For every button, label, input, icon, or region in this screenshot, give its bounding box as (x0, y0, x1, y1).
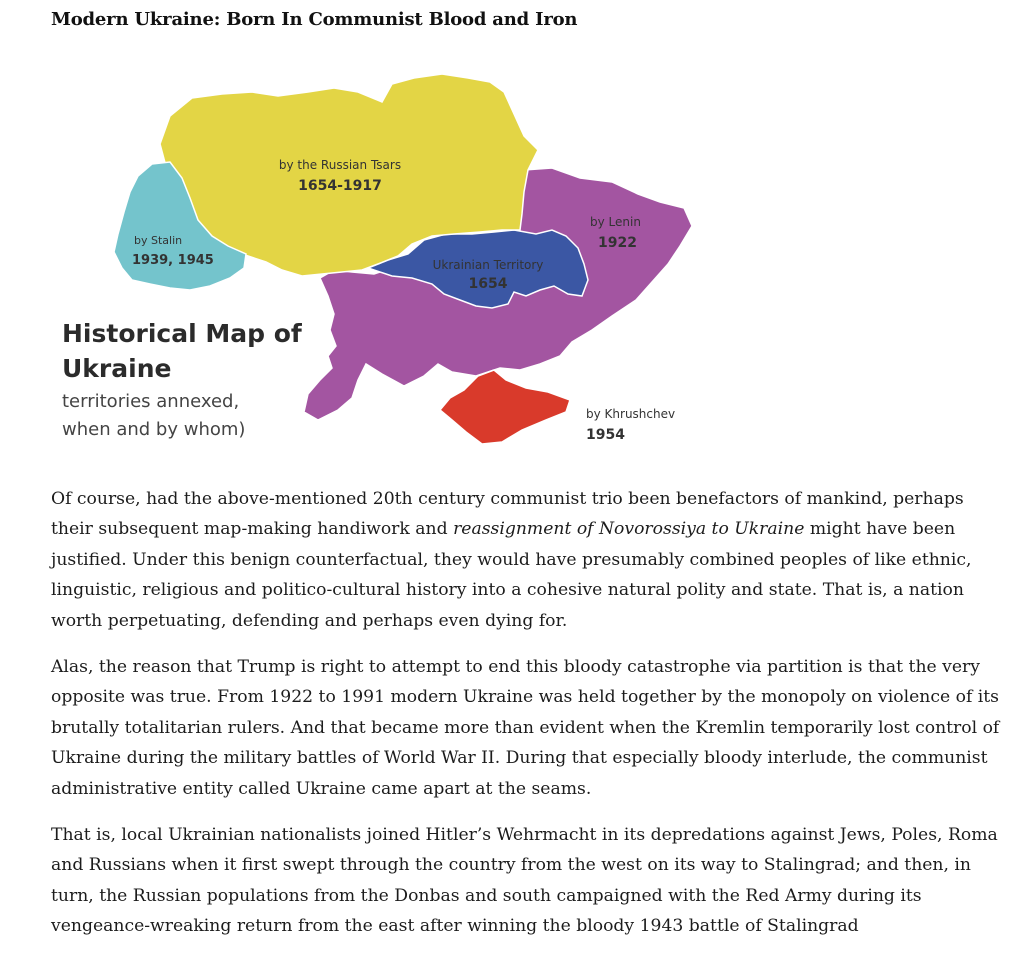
region-khrushchev (440, 370, 570, 444)
label-tsars: by the Russian Tsars (278, 158, 402, 172)
map-title-line1: Historical Map of (62, 319, 302, 348)
label-lenin: by Lenin (590, 215, 641, 229)
map-subtitle-line1: territories annexed, (62, 391, 240, 412)
label-ukrainian-territory: Ukrainian Territory (432, 258, 544, 272)
paragraph-1-text-end: might have been justified. Under this benign counterfactual, they would have presumably combined peoples of like ethnic, linguistic, religious and politico-cultural history into a cohesive natural polity and state. That is, a nation worth perpetuating, defending and perhaps even dying for. (51, 519, 972, 631)
years-tsars: 1654-1917 (298, 178, 382, 194)
paragraph-2: Alas, the reason that Trump is right to attempt to end this bloody catastrophe via partition is that the very opposite was true. From 1922 to 1991 modern Ukraine was held together by the monopoly on violence of its brutally totalitarian rulers. And that became more than evident when the Kremlin temporarily lost control of Ukraine during the military battles of World War II. During that especially bloody interlude, the communist administrative entity called Ukraine came apart at the seams. (51, 657, 1000, 799)
paragraph-3: That is, local Ukrainian nationalists joined Hitler’s Wehrmacht in its depredations against Jews, Poles, Roma and Russians when it first swept through the country from the west on its way to Stalingrad; and then, in turn, the Russian populations from the Donbas and south campaigned with the Red Army during its vengeance-wreaking return from the east after winning the bloody 1943 battle of Stalingrad (51, 825, 998, 937)
article-headline: Modern Ukraine: Born In Communist Blood and Iron (51, 9, 578, 30)
map-title-line2: Ukraine (62, 354, 172, 383)
article-body (51, 484, 1006, 958)
label-khrushchev: by Khrushchev (586, 407, 676, 421)
years-lenin: 1922 (598, 235, 637, 251)
paragraph-1-emphasis: reassignment of Novorossiya to Ukraine (453, 519, 805, 540)
years-khrushchev: 1954 (586, 427, 625, 443)
label-stalin: by Stalin (134, 234, 183, 247)
map-subtitle-line2: when and by whom) (62, 419, 246, 440)
paragraph-1-text: Of course, had the above-mentioned 20th century communist trio been benefactors of mankind, perhaps their subsequent map-making handiwork and (51, 489, 964, 540)
years-ukrainian-territory: 1654 (468, 276, 508, 292)
years-stalin: 1939, 1945 (132, 253, 214, 268)
historical-map-figure (52, 64, 702, 454)
paragraph-1 (51, 484, 1006, 636)
